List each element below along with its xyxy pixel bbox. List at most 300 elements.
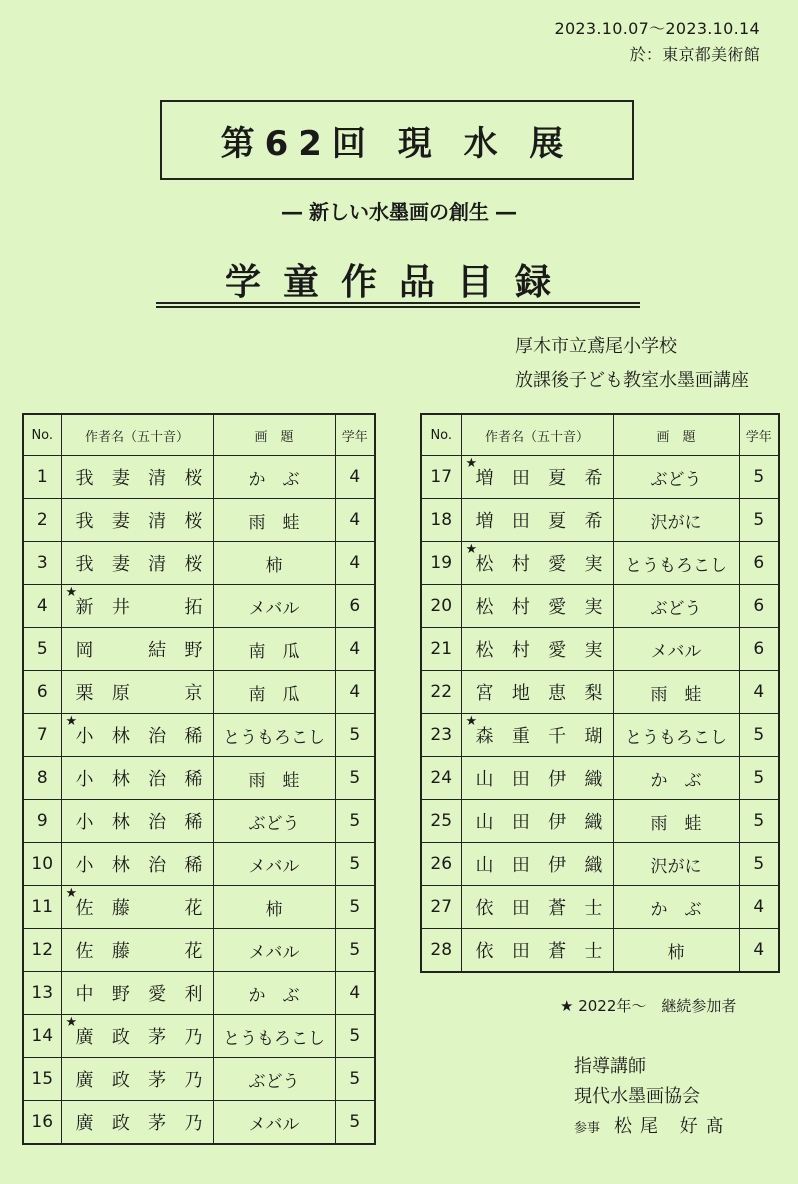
table-row [421, 628, 779, 671]
exhibition-subtitle: ― 新しい水墨画の創生 ― [282, 200, 516, 224]
row-no: 9 [23, 800, 61, 843]
author-name-char: 松 [475, 597, 494, 618]
row-no: 23 [421, 714, 461, 757]
row-artwork-title: か ぶ [213, 972, 335, 1015]
author-name-char: 織 [584, 855, 603, 876]
row-artwork-title: メバル [213, 585, 335, 628]
row-no: 7 [23, 714, 61, 757]
row-artwork-title: ぶどう [213, 1058, 335, 1101]
author-name-char [148, 894, 166, 920]
row-author [61, 499, 213, 542]
author-name-char: 林 [111, 769, 130, 790]
author-name-char: 田 [511, 898, 530, 919]
instructor-name: 松尾 好髙 [614, 1116, 732, 1137]
works-table-left [22, 413, 376, 1145]
row-artwork-title: 雨 蛙 [213, 757, 335, 800]
row-grade: 4 [335, 628, 375, 671]
author-name-char: 我 [75, 468, 94, 489]
header-no: No. [421, 414, 461, 456]
author-name-char: 千 [548, 726, 567, 747]
row-artwork-title: メバル [213, 1101, 335, 1145]
table-row [421, 800, 779, 843]
table-row [421, 499, 779, 542]
row-author [61, 1058, 213, 1101]
row-author [461, 499, 613, 542]
author-name [62, 937, 213, 963]
table-row [23, 1015, 375, 1058]
row-author [61, 800, 213, 843]
row-author [61, 628, 213, 671]
table-row [421, 886, 779, 929]
author-name [62, 722, 213, 748]
author-name-char: 恵 [548, 683, 567, 704]
table-row [23, 757, 375, 800]
school-name: 厚木市立鳶尾小学校 [515, 336, 677, 357]
table-header-row [23, 414, 375, 456]
row-no: 11 [23, 886, 61, 929]
author-name-char: 田 [511, 855, 530, 876]
instructor-info [574, 1052, 732, 1144]
row-grade: 5 [739, 843, 779, 886]
author-name-char: 我 [75, 554, 94, 575]
author-name-char: 梨 [584, 683, 603, 704]
row-grade: 5 [335, 1058, 375, 1101]
row-grade: 4 [739, 886, 779, 929]
author-name-char: 利 [184, 984, 203, 1005]
row-no: 1 [23, 456, 61, 499]
author-name-char: 妻 [111, 511, 130, 532]
author-name-char: 松 [475, 554, 494, 575]
author-name-char: 依 [475, 941, 494, 962]
author-name [62, 851, 213, 877]
row-artwork-title: 南 瓜 [213, 628, 335, 671]
author-name-char: 野 [111, 984, 130, 1005]
row-no: 13 [23, 972, 61, 1015]
author-name-char: 増 [475, 468, 494, 489]
row-author [461, 843, 613, 886]
instructor-line [574, 1112, 732, 1144]
table-row [23, 456, 375, 499]
author-name [462, 679, 613, 705]
row-no: 14 [23, 1015, 61, 1058]
continuing-participant-star-icon: ★ [65, 886, 78, 901]
table-body [23, 456, 375, 1145]
author-name-char: 田 [511, 468, 530, 489]
author-name [62, 550, 213, 576]
row-author [461, 585, 613, 628]
row-grade: 5 [739, 499, 779, 542]
author-name-char: 田 [511, 769, 530, 790]
row-artwork-title: メバル [213, 843, 335, 886]
row-no: 28 [421, 929, 461, 973]
table-row [23, 714, 375, 757]
school-info [515, 330, 749, 398]
author-name-char [148, 937, 166, 963]
author-name-char: 結 [148, 640, 167, 661]
table-row [23, 886, 375, 929]
author-name-char: 妻 [111, 468, 130, 489]
row-author [61, 585, 213, 628]
row-artwork-title: メバル [213, 929, 335, 972]
row-grade: 5 [739, 757, 779, 800]
author-name-char: 村 [511, 597, 530, 618]
table-row [23, 929, 375, 972]
author-name [62, 808, 213, 834]
table-row [23, 1058, 375, 1101]
row-no: 21 [421, 628, 461, 671]
author-name [62, 593, 213, 619]
author-name-char: 清 [148, 554, 167, 575]
author-name [62, 507, 213, 533]
row-no: 3 [23, 542, 61, 585]
author-name-char: 清 [148, 468, 167, 489]
row-no: 22 [421, 671, 461, 714]
row-artwork-title: とうもろこし [613, 714, 739, 757]
row-grade: 5 [335, 800, 375, 843]
row-author [61, 972, 213, 1015]
row-artwork-title: 雨 蛙 [213, 499, 335, 542]
row-no: 18 [421, 499, 461, 542]
author-name-char: 藤 [111, 898, 130, 919]
instructor-organization: 現代水墨画協会 [574, 1086, 700, 1107]
author-name-char: 伊 [548, 812, 567, 833]
table-row [421, 671, 779, 714]
author-name-char: 夏 [548, 468, 567, 489]
author-name-char: 田 [511, 511, 530, 532]
author-name-char: 京 [184, 683, 203, 704]
author-name-char: 茅 [148, 1113, 167, 1134]
header-author: 作者名（五十音） [461, 414, 613, 456]
author-name-char: 村 [511, 640, 530, 661]
header-grade: 学年 [739, 414, 779, 456]
author-name-char: 政 [111, 1113, 130, 1134]
author-name-char: 愛 [548, 554, 567, 575]
instructor-heading: 指導講師 [574, 1056, 646, 1077]
row-author [461, 714, 613, 757]
author-name-char: 廣 [75, 1027, 94, 1048]
author-name-char: 重 [511, 726, 530, 747]
exhibition-info [554, 16, 760, 68]
author-name-char: 稀 [184, 812, 203, 833]
author-name-char: 依 [475, 898, 494, 919]
row-author [461, 456, 613, 499]
table-row [23, 1101, 375, 1145]
author-name-char: 乃 [184, 1070, 203, 1091]
author-name-char: 林 [111, 812, 130, 833]
author-name-char: 実 [584, 597, 603, 618]
author-name-char: 野 [184, 640, 203, 661]
row-author [461, 542, 613, 585]
author-name-char: 織 [584, 812, 603, 833]
exhibition-dates: 2023.10.07～2023.10.14 [554, 19, 760, 38]
author-name-char: 佐 [75, 941, 94, 962]
title-box [160, 100, 634, 180]
author-name [462, 808, 613, 834]
table-header-row [421, 414, 779, 456]
author-name-char: 希 [584, 511, 603, 532]
row-grade: 5 [335, 929, 375, 972]
row-artwork-title: とうもろこし [613, 542, 739, 585]
row-no: 12 [23, 929, 61, 972]
author-name-char: 治 [148, 855, 167, 876]
row-grade: 4 [335, 542, 375, 585]
author-name-char: 愛 [548, 640, 567, 661]
works-table-right [420, 413, 780, 973]
author-name-char: 地 [511, 683, 530, 704]
table-row [421, 843, 779, 886]
row-author [461, 800, 613, 843]
author-name-char [148, 679, 166, 705]
author-name-char: 中 [75, 984, 94, 1005]
author-name-char [148, 593, 166, 619]
author-name-char: 乃 [184, 1113, 203, 1134]
author-name-char: 治 [148, 812, 167, 833]
author-name-char: 小 [75, 769, 94, 790]
row-grade: 6 [335, 585, 375, 628]
header-author: 作者名（五十音） [61, 414, 213, 456]
section-title-underline [156, 302, 640, 308]
row-no: 17 [421, 456, 461, 499]
author-name [462, 765, 613, 791]
header-grade: 学年 [335, 414, 375, 456]
row-grade: 4 [739, 671, 779, 714]
author-name [62, 464, 213, 490]
row-artwork-title: か ぶ [213, 456, 335, 499]
author-name-char: 桜 [184, 511, 203, 532]
exhibition-venue: 於：東京都美術館 [629, 45, 760, 64]
row-grade: 5 [335, 1015, 375, 1058]
continuing-participant-star-icon: ★ [65, 1015, 78, 1030]
author-name-char: 茅 [148, 1070, 167, 1091]
author-name-char: 増 [475, 511, 494, 532]
author-name-char: 林 [111, 726, 130, 747]
row-artwork-title: ぶどう [613, 456, 739, 499]
author-name-char: 小 [75, 812, 94, 833]
author-name-char: 原 [111, 683, 130, 704]
author-name-char: 希 [584, 468, 603, 489]
author-name-char [112, 636, 130, 662]
row-grade: 5 [739, 456, 779, 499]
author-name-char: 伊 [548, 769, 567, 790]
row-no: 4 [23, 585, 61, 628]
row-artwork-title: か ぶ [613, 757, 739, 800]
author-name-char: 山 [475, 855, 494, 876]
row-grade: 4 [335, 972, 375, 1015]
author-name-char: 乃 [184, 1027, 203, 1048]
row-grade: 5 [335, 757, 375, 800]
table-row [23, 671, 375, 714]
row-grade: 5 [335, 843, 375, 886]
table-row [23, 628, 375, 671]
author-name-char: 稀 [184, 855, 203, 876]
row-author [61, 714, 213, 757]
author-name-char: 実 [584, 640, 603, 661]
author-name-char: 小 [75, 855, 94, 876]
author-name-char: 廣 [75, 1113, 94, 1134]
table-row [421, 456, 779, 499]
row-artwork-title: 沢がに [613, 499, 739, 542]
row-artwork-title: とうもろこし [213, 1015, 335, 1058]
row-author [61, 929, 213, 972]
row-artwork-title: 沢がに [613, 843, 739, 886]
author-name [462, 851, 613, 877]
table-row [421, 929, 779, 973]
table-row [23, 800, 375, 843]
row-grade: 4 [335, 499, 375, 542]
table-row [23, 542, 375, 585]
author-name-char: 田 [511, 812, 530, 833]
table-body [421, 456, 779, 973]
author-name-char: 宮 [475, 683, 494, 704]
row-author [461, 628, 613, 671]
row-artwork-title: 柿 [213, 542, 335, 585]
row-author [61, 542, 213, 585]
row-grade: 4 [335, 671, 375, 714]
author-name-char: 蒼 [548, 941, 567, 962]
table-row [23, 499, 375, 542]
table-row [421, 585, 779, 628]
row-grade: 5 [335, 1101, 375, 1145]
row-artwork-title: 柿 [213, 886, 335, 929]
row-no: 16 [23, 1101, 61, 1145]
row-no: 27 [421, 886, 461, 929]
author-name-char: 治 [148, 769, 167, 790]
exhibition-title: 第62回 現 水 展 [220, 123, 574, 164]
author-name-char: 山 [475, 812, 494, 833]
author-name [462, 937, 613, 963]
table-row [23, 972, 375, 1015]
author-name-char: 茅 [148, 1027, 167, 1048]
author-name-char: 織 [584, 769, 603, 790]
row-grade: 4 [739, 929, 779, 973]
row-grade: 5 [739, 800, 779, 843]
row-grade: 5 [335, 886, 375, 929]
author-name [462, 464, 613, 490]
instructor-role: 参事 [574, 1121, 601, 1136]
author-name [62, 894, 213, 920]
author-name [62, 1109, 213, 1135]
row-author [461, 929, 613, 973]
row-no: 20 [421, 585, 461, 628]
author-name-char: 我 [75, 511, 94, 532]
row-author [61, 1015, 213, 1058]
row-artwork-title: ぶどう [213, 800, 335, 843]
row-artwork-title: 雨 蛙 [613, 800, 739, 843]
row-no: 19 [421, 542, 461, 585]
author-name [62, 980, 213, 1006]
author-name-char: 愛 [148, 984, 167, 1005]
author-name-char: 蒼 [548, 898, 567, 919]
table-row [23, 585, 375, 628]
author-name-char: 稀 [184, 769, 203, 790]
row-grade: 5 [739, 714, 779, 757]
row-grade: 6 [739, 585, 779, 628]
author-name-char: 桜 [184, 554, 203, 575]
continuing-participant-star-icon: ★ [465, 456, 478, 471]
author-name-char: 田 [511, 941, 530, 962]
author-name [62, 1023, 213, 1049]
author-name-char: 拓 [184, 597, 203, 618]
row-grade: 4 [335, 456, 375, 499]
author-name-char: 森 [475, 726, 494, 747]
row-author [61, 757, 213, 800]
header-title: 画 題 [613, 414, 739, 456]
row-author [461, 757, 613, 800]
continuing-participant-star-icon: ★ [65, 714, 78, 729]
school-program: 放課後子ども教室水墨画講座 [515, 370, 749, 391]
author-name-char: 佐 [75, 898, 94, 919]
row-no: 2 [23, 499, 61, 542]
row-artwork-title: ぶどう [613, 585, 739, 628]
author-name-char: 井 [111, 597, 130, 618]
row-artwork-title: 南 瓜 [213, 671, 335, 714]
author-name-char: 夏 [548, 511, 567, 532]
row-no: 5 [23, 628, 61, 671]
author-name-char: 林 [111, 855, 130, 876]
author-name-char: 瑚 [584, 726, 603, 747]
author-name-char: 花 [184, 941, 203, 962]
row-no: 24 [421, 757, 461, 800]
row-author [61, 886, 213, 929]
author-name [462, 593, 613, 619]
table-row [23, 843, 375, 886]
row-artwork-title: 柿 [613, 929, 739, 973]
author-name-char: 実 [584, 554, 603, 575]
table-row [421, 542, 779, 585]
author-name-char: 松 [475, 640, 494, 661]
author-name [462, 894, 613, 920]
author-name-char: 政 [111, 1027, 130, 1048]
author-name-char: 愛 [548, 597, 567, 618]
table-row [421, 714, 779, 757]
author-name [62, 1066, 213, 1092]
author-name-char: 山 [475, 769, 494, 790]
continuing-participant-star-icon: ★ [465, 542, 478, 557]
author-name-char: 妻 [111, 554, 130, 575]
author-name-char: 廣 [75, 1070, 94, 1091]
author-name-char: 政 [111, 1070, 130, 1091]
row-artwork-title: とうもろこし [213, 714, 335, 757]
row-author [61, 456, 213, 499]
row-no: 6 [23, 671, 61, 714]
row-author [61, 671, 213, 714]
author-name-char: 藤 [111, 941, 130, 962]
row-author [461, 886, 613, 929]
row-no: 10 [23, 843, 61, 886]
row-author [61, 1101, 213, 1145]
author-name [462, 722, 613, 748]
row-artwork-title: か ぶ [613, 886, 739, 929]
row-grade: 6 [739, 628, 779, 671]
continuing-participant-star-icon: ★ [465, 714, 478, 729]
row-artwork-title: 雨 蛙 [613, 671, 739, 714]
legend-note: ★ 2022年～ 継続参加者 [560, 997, 737, 1015]
author-name [62, 679, 213, 705]
author-name-char: 伊 [548, 855, 567, 876]
header-title: 画 題 [213, 414, 335, 456]
table-row [421, 757, 779, 800]
author-name-char: 村 [511, 554, 530, 575]
author-name [462, 507, 613, 533]
row-artwork-title: メバル [613, 628, 739, 671]
author-name-char: 桜 [184, 468, 203, 489]
author-name-char: 稀 [184, 726, 203, 747]
author-name-char: 岡 [75, 640, 94, 661]
row-no: 26 [421, 843, 461, 886]
row-grade: 6 [739, 542, 779, 585]
author-name-char: 小 [75, 726, 94, 747]
row-no: 25 [421, 800, 461, 843]
